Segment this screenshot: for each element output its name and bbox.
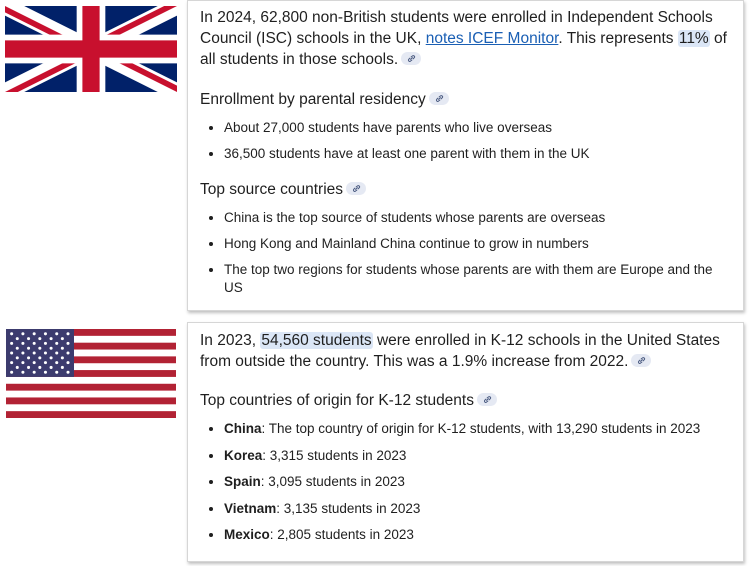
list-item — [224, 447, 731, 465]
country-detail: : 3,095 students in 2023 — [260, 474, 405, 489]
country-name: China — [224, 421, 262, 436]
uk-intro-text — [200, 7, 731, 70]
list-item — [224, 500, 731, 518]
us-intro-part1: In 2023, — [200, 332, 261, 349]
list-item: • About 27,000 students have parents who live overseas — [224, 119, 731, 137]
country-detail: : 3,135 students in 2023 — [276, 500, 421, 516]
list-item — [224, 473, 731, 491]
country-name: Vietnam — [224, 500, 277, 516]
us-highlight-students: 54,560 students — [261, 332, 372, 349]
citation-link-icon[interactable] — [401, 52, 421, 65]
list-item — [224, 526, 731, 544]
icef-monitor-link[interactable]: notes ICEF Monitor — [425, 30, 559, 47]
source-countries-heading — [200, 180, 731, 200]
uk-intro-part3: of all students in those schools. — [200, 30, 727, 68]
uk-info-card — [187, 0, 744, 311]
uk-intro-part1: In 2024, 62,800 non-British students were enrolled in Independent Schools Council (ISC) schools in the UK, — [200, 9, 713, 47]
country-detail: : 3,315 students in 2023 — [262, 447, 407, 463]
list-item: • Hong Kong and Mainland China continue to grow in numbers — [224, 235, 731, 253]
origin-countries-heading — [200, 391, 731, 411]
country-detail: : 2,805 students in 2023 — [269, 527, 414, 542]
citation-link-icon[interactable] — [631, 354, 651, 367]
list-item: • 36,500 students have at least one parent with them in the UK — [224, 145, 731, 163]
us-info-card — [187, 322, 744, 562]
us-flag-icon — [6, 329, 176, 418]
source-countries-list — [200, 209, 731, 297]
list-item — [224, 420, 731, 438]
list-item: • The top two regions for students whose parents are with them are Europe and the US — [224, 261, 731, 297]
origin-countries-heading-text: Top countries of origin for K-12 students — [200, 392, 474, 409]
list-item: • China is the top source of students whose parents are overseas — [224, 209, 731, 227]
citation-link-icon[interactable] — [429, 92, 449, 105]
residency-heading-text: Enrollment by parental residency — [200, 91, 426, 108]
origin-countries-list — [200, 420, 731, 544]
residency-heading — [200, 90, 731, 110]
uk-flag-icon — [5, 6, 177, 92]
uk-intro-part2: . This represents — [558, 30, 678, 47]
country-name: Mexico — [224, 527, 270, 542]
country-name: Korea — [224, 447, 263, 463]
uk-highlight-percent: 11% — [678, 30, 709, 47]
country-detail: : The top country of origin for K-12 students, with 13,290 students in 2023 — [261, 421, 701, 436]
residency-list — [200, 119, 731, 163]
us-intro-text — [200, 330, 731, 372]
citation-link-icon[interactable] — [346, 182, 366, 195]
us-intro-part2: were enrolled in K-12 schools in the United States from outside the country. This was a 1.9% increase from 2022. — [200, 332, 720, 370]
citation-link-icon[interactable] — [477, 393, 497, 406]
source-countries-heading-text: Top source countries — [200, 181, 344, 198]
country-name: Spain — [224, 474, 261, 489]
